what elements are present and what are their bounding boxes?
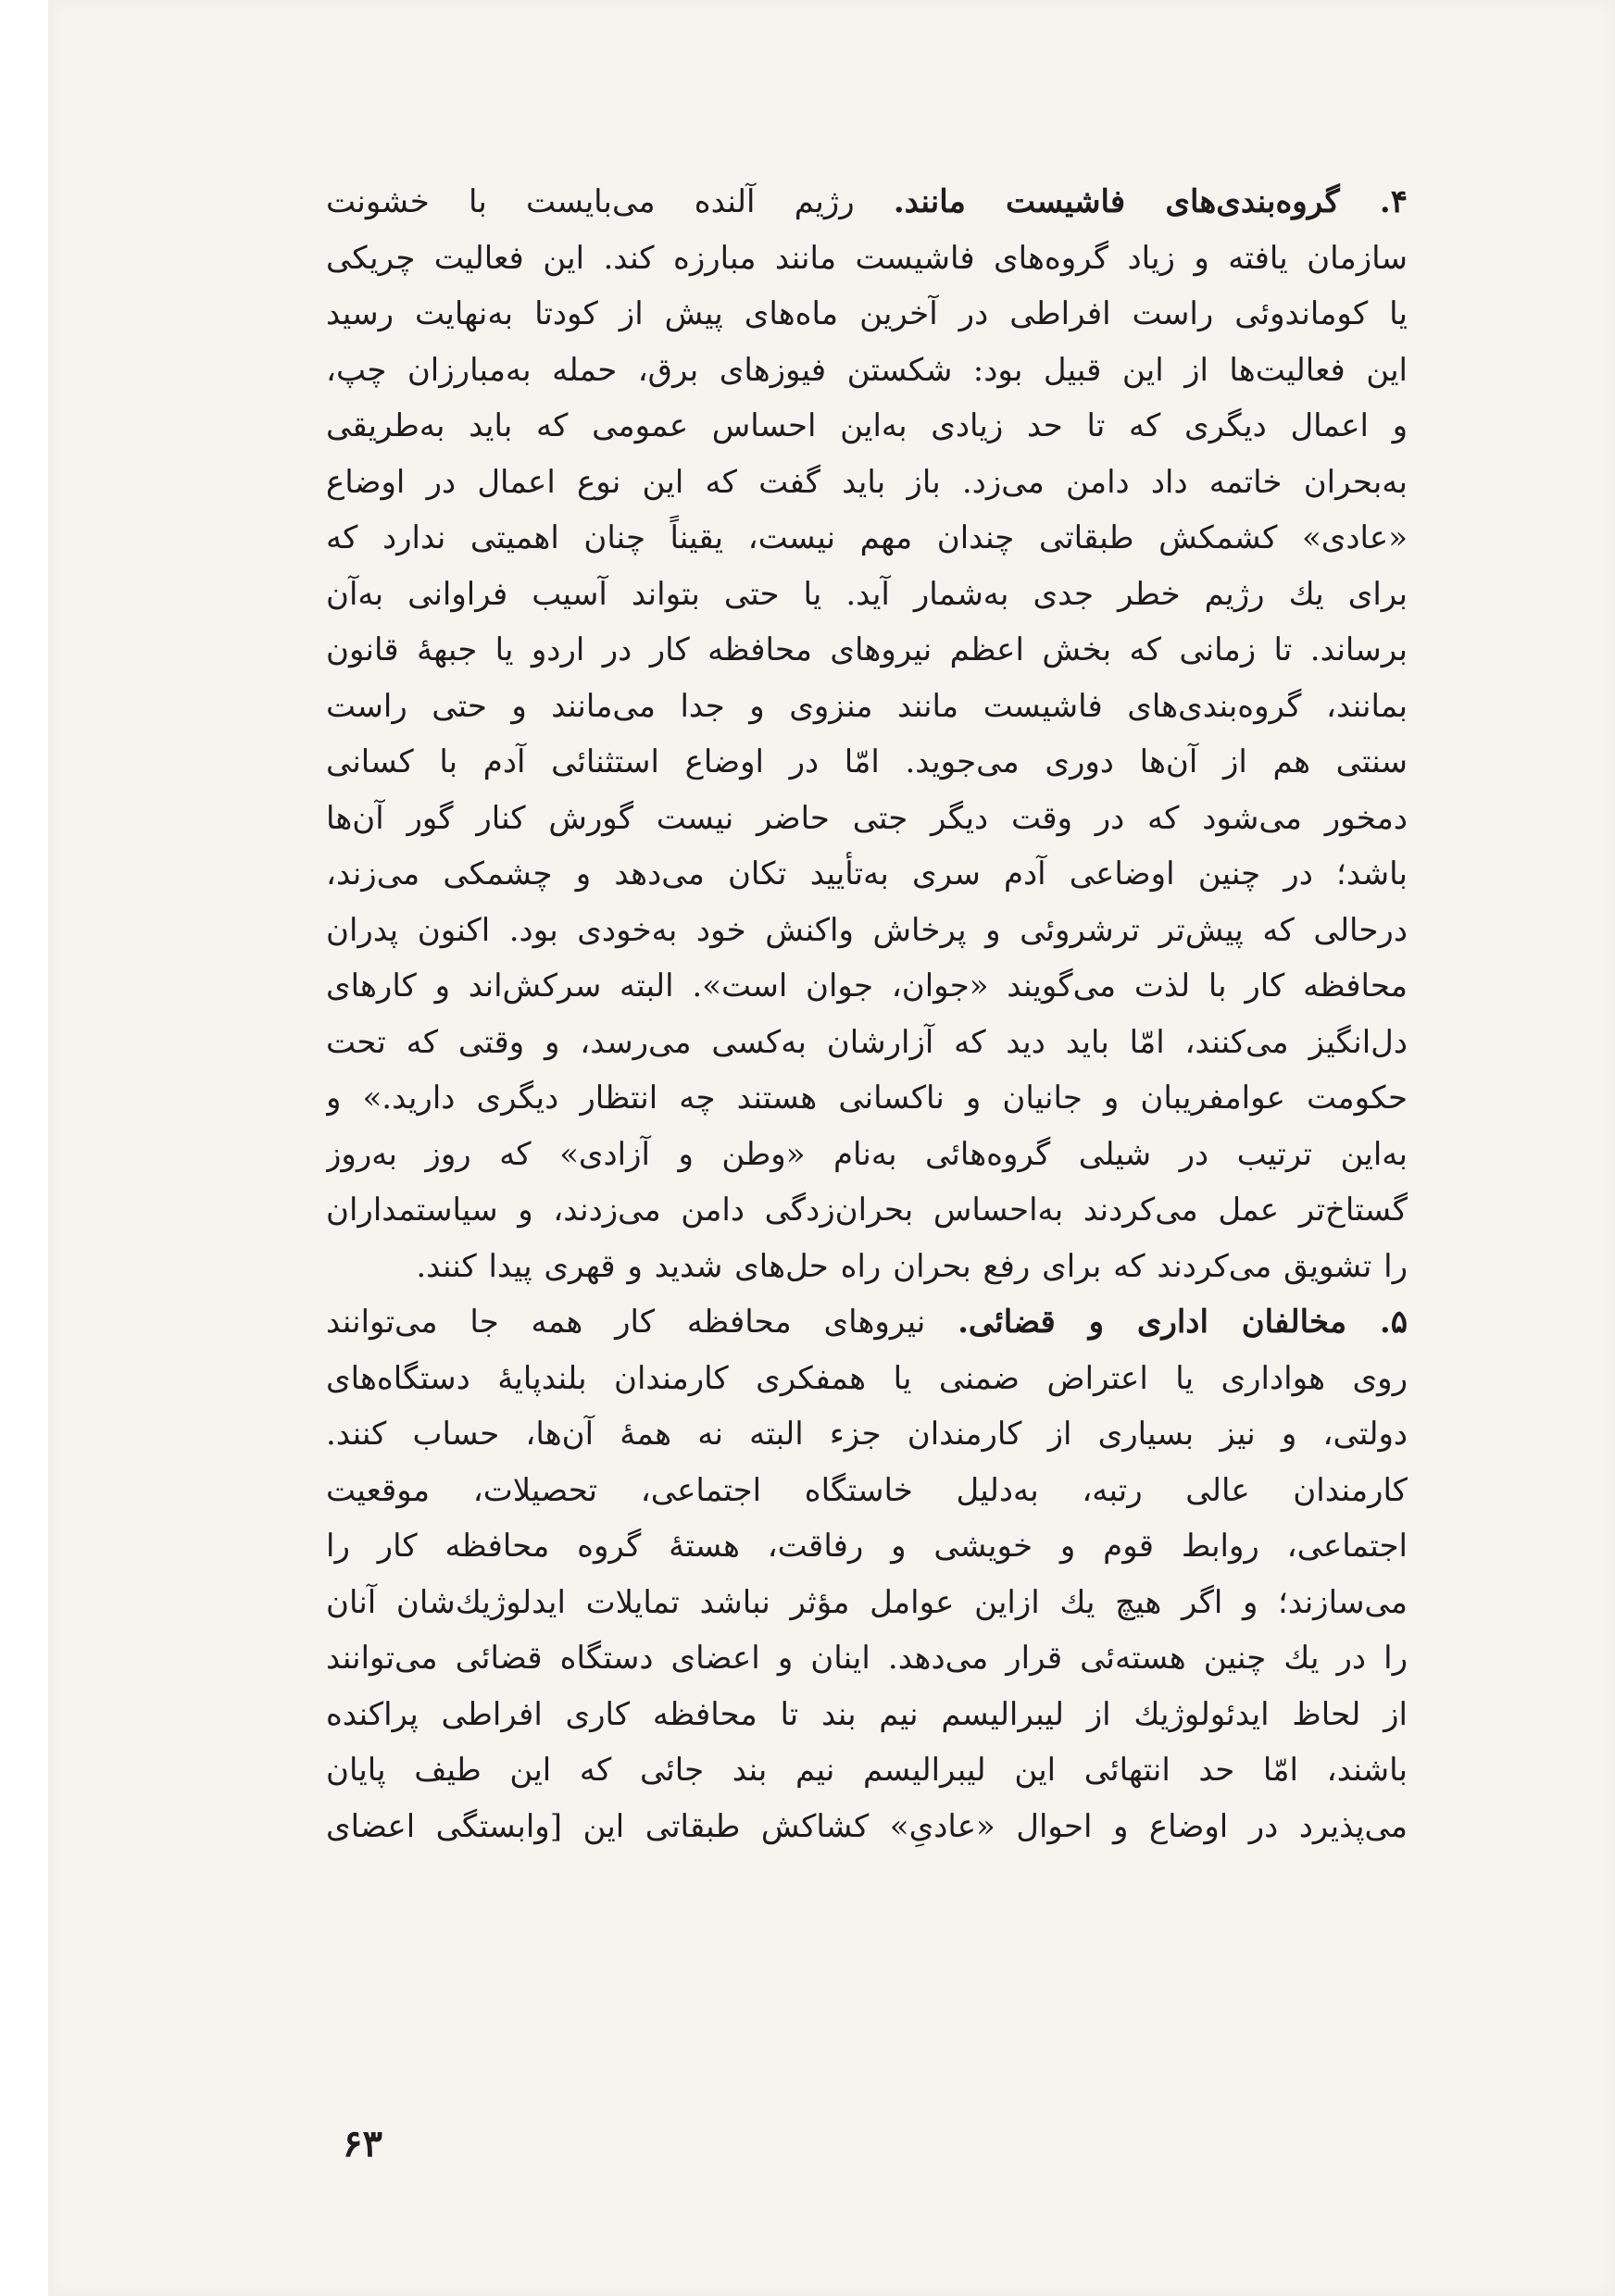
text-line: این فعالیت‌ها از این قبیل بود: شکستن فیوزهای برق، حمله به‌مبارزان چپ، xyxy=(326,351,1408,389)
text-line: می‌پذیرد در اوضاع و احوال «عادیِ» کشاکش طبقاتی این [وابستگی اعضای xyxy=(326,1807,1408,1845)
text-line: دولتی، و نیز بسیاری از کارمندان جزء البته نه همهٔ آن‌ها، حساب کنند. xyxy=(326,1416,1408,1453)
text-line: سازمان یافته و زیاد گروه‌های فاشیست مانند مبارزه کند. این فعالیت چریکی xyxy=(326,239,1408,277)
text-line: گستاخ‌تر عمل می‌کردند به‌احساس بحران‌زدگی دامن می‌زدند، و سیاستمداران xyxy=(326,1192,1408,1229)
text-line: برای یك رژیم خطر جدی به‌شمار آید. یا حتی بتواند آسیب فراوانی به‌آن xyxy=(326,575,1408,613)
text-line: می‌سازند؛ و اگر هیچ یك ازاین عوامل مؤثر نباشد تمایلات ایدلوژیك‌شان آنان xyxy=(326,1583,1408,1621)
scan-margin xyxy=(0,0,48,2296)
text-line: محافظه کار با لذت می‌گویند «جوان، جوان است». البته سرکش‌اند و کارهای xyxy=(326,967,1408,1004)
text-line: حکومت عوامفریبان و جانیان و ناکسانی هستند چه انتظار دیگری دارید.» و xyxy=(326,1079,1408,1117)
text-line: به‌این ترتیب در شیلی گروه‌هائی به‌نام «وطن و آزادی» که روز به‌روز xyxy=(326,1135,1408,1173)
text-line: به‌بحران خاتمه داد دامن می‌زد. باز باید گفت که این نوع اعمال در اوضاع xyxy=(326,463,1408,501)
text-line: روی هواداری یا اعتراض ضمنی یا همفکری کارمندان بلندپایهٔ دستگاه‌های xyxy=(326,1359,1408,1397)
section-heading: ۵. مخالفان اداری و قضائی. xyxy=(958,1304,1408,1341)
text-line: باشند، امّا حد انتهائی این لیبرالیسم نیم بند جائی که این طیف پایان xyxy=(326,1752,1408,1789)
text-line: باشد؛ در چنین اوضاعی آدم سری به‌تأیید تکان می‌دهد و چشمکی می‌زند، xyxy=(326,855,1408,892)
text-line: از لحاظ ایدئولوژیك از لیبرالیسم نیم بند تا محافظه کاری افراطی پراکنده xyxy=(326,1695,1408,1733)
book-page xyxy=(48,0,1615,2296)
page-number: ۶۳ xyxy=(343,2122,382,2165)
text-line: را در یك چنین هسته‌ئی قرار می‌دهد. اینان و اعضای دستگاه قضائی می‌توانند xyxy=(326,1640,1408,1677)
text-line: ۴. گروه‌بندی‌های فاشیست مانند. رژیم آلنده می‌بایست با خشونت xyxy=(326,183,1408,220)
text-line: دل‌انگیز می‌کنند، امّا باید دید که آزارشان به‌کسی می‌رسد، و وقتی که تحت xyxy=(326,1023,1408,1061)
text-line: را تشویق می‌کردند که برای رفع بحران راه حل‌های شدید و قهری پیدا کنند. xyxy=(416,1247,1408,1285)
paragraph-administrative-opponents xyxy=(326,1294,1408,1854)
text-line: ۵. مخالفان اداری و قضائی. نیروهای محافظه کار همه جا می‌توانند xyxy=(326,1304,1408,1341)
body-text xyxy=(326,174,1408,1854)
text-line: اجتماعی، روابط قوم و خویشی و رفاقت، هستهٔ گروه محافظه کار را xyxy=(326,1528,1408,1565)
text-line: برساند. تا زمانی که بخش اعظم نیروهای محافظه کار در اردو یا جبههٔ قانون xyxy=(326,631,1408,668)
text-line: سنتی هم از آن‌ها دوری می‌جوید. امّا در اوضاع استثنائی آدم با کسانی xyxy=(326,743,1408,780)
text-line: کارمندان عالی رتبه، به‌دلیل خاستگاه اجتماعی، تحصیلات، موقعیت xyxy=(326,1471,1408,1509)
text-line: بمانند، گروه‌بندی‌های فاشیست مانند منزوی و جدا می‌مانند و حتی راست xyxy=(326,687,1408,725)
text-line: دمخور می‌شود که در وقت دیگر جتی حاضر نیست گورش کنار گور آن‌ها xyxy=(326,799,1408,837)
text-line: درحالی که پیش‌تر ترشروئی و پرخاش واکنش خود به‌خودی بود. اکنون پدران xyxy=(326,911,1408,949)
text-line: «عادی» کشمکش طبقاتی چندان مهم نیست، یقیناً چنان اهمیتی ندارد که xyxy=(326,519,1408,556)
paragraph-fascist-groups xyxy=(326,174,1408,1294)
text-line: و اعمال دیگری که تا حد زیادی به‌این احساس عمومی که باید به‌طریقی xyxy=(326,407,1408,444)
section-heading: ۴. گروه‌بندی‌های فاشیست مانند. xyxy=(893,183,1408,220)
text-line: یا کوماندوئی راست افراطی در آخرین ماه‌های پیش از کودتا به‌نهایت رسید xyxy=(326,295,1408,332)
